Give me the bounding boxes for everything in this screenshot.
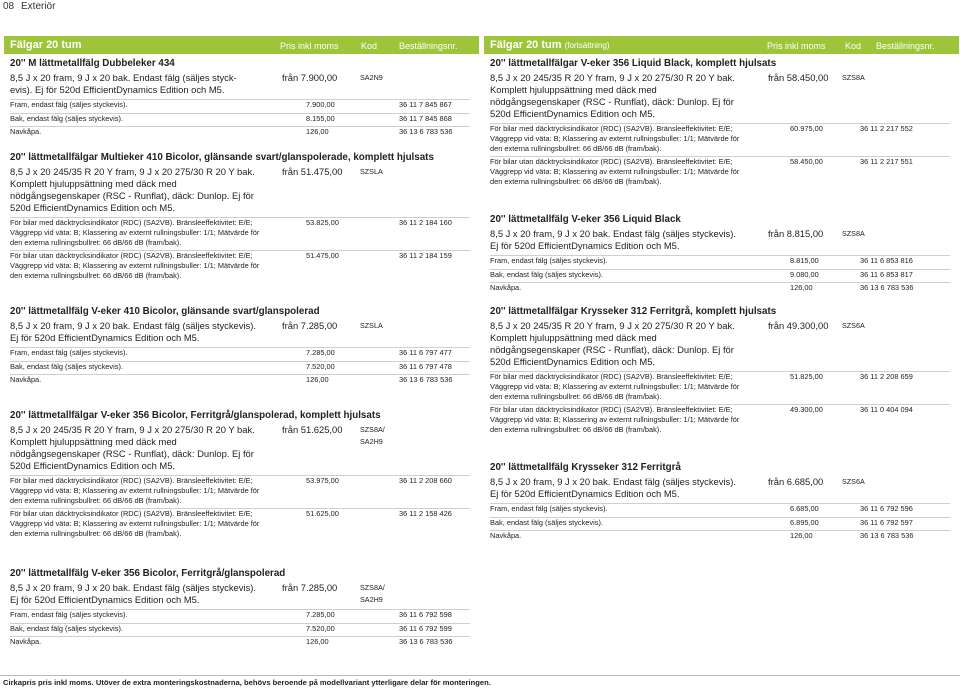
product-code: SZS8A [842, 73, 865, 82]
row-price: 126,00 [306, 127, 329, 136]
product-multieker-410-set [10, 152, 470, 283]
code-column-label: Kod [361, 41, 378, 51]
row-order: 36 13 6 783 536 [399, 375, 453, 384]
table-row [490, 530, 950, 544]
product-price: från 58.450,00 [768, 72, 829, 83]
table-row [10, 347, 470, 361]
row-price: 58.450,00 [790, 157, 823, 166]
row-order: 36 13 6 783 536 [860, 531, 914, 540]
code-line: SA2H9 [360, 437, 383, 446]
row-price: 126,00 [306, 375, 329, 384]
row-order: 36 11 6 797 477 [399, 348, 452, 357]
product-v-eker-356-bicolor [10, 568, 470, 650]
product-desc: 8,5 J x 20 fram, 9 J x 20 bak. Endast fälg (säljes styckevis). Ej för 520d EfficientDynamics Edition och M5. [490, 228, 736, 251]
product-title: 20'' lättmetallfälgar V-eker 356 Liquid Black, komplett hjulsats [490, 58, 777, 69]
row-price: 9.080,00 [790, 269, 819, 279]
row-price: 6.685,00 [790, 504, 819, 513]
row-label: Bak, endast fälg (säljes styckevis). [490, 517, 603, 527]
row-order: 36 11 2 217 551 [860, 157, 913, 166]
row-label: Navkåpa. [10, 637, 42, 646]
row-price: 53.825,00 [306, 218, 339, 227]
row-label: För bilar med däcktrycksindikator (RDC) (SA2VB). Bränsleeffektivitet: E/E; Väggrepp vid väta: B; Klassering av externt rullningsbuller: 1/1; Mätvärde för den externa rullningsbullret: 66 dB/66 dB (fram/bak). [490, 372, 740, 401]
product-desc: 8,5 J x 20 245/35 R 20 Y fram, 9 J x 20 275/30 R 20 Y bak. Komplett hjuluppsättning med däck med nödgångsegenskaper (RSC - Runflat), däck: Dunlop. Ej för 520d EfficientDynamics Edition och M5. [490, 72, 735, 119]
row-price: 8.815,00 [790, 256, 819, 265]
page-header [0, 0, 960, 16]
row-label: För bilar utan däcktrycksindikator (RDC) (SA2VB). Bränsleeffektivitet: E/E; Väggrepp vid väta: B; Klassering av externt rullningsbuller: 1/1; Mätvärde för den externa rullningsbullret: 66 dB/66 dB (fram/bak). [10, 251, 260, 280]
page-number: 08 [3, 1, 15, 12]
code-line: SZS8A/ [360, 425, 385, 434]
right-section-header [484, 36, 959, 54]
table-row [10, 508, 470, 541]
code-line: SA2H9 [360, 595, 383, 604]
product-main [10, 424, 470, 472]
row-price: 7.285,00 [306, 610, 335, 619]
left-column [4, 36, 479, 646]
row-order: 36 11 6 792 596 [860, 504, 913, 513]
table-row [10, 374, 470, 388]
row-order: 36 11 2 184 159 [399, 251, 452, 260]
header-title-suffix: (fortsättning) [564, 41, 610, 50]
table-row [10, 623, 470, 637]
product-v-eker-356-liquid-black [490, 214, 950, 296]
row-price: 53.975,00 [306, 476, 339, 485]
row-label: Fram, endast fälg (säljes styckevis). [10, 100, 128, 109]
product-title: 20'' lättmetallfälgar Krysseker 312 Ferritgrå, komplett hjulsats [490, 306, 777, 317]
table-row [10, 636, 470, 650]
row-price: 6.895,00 [790, 517, 819, 527]
product-desc: 8,5 J x 20 245/35 R 20 Y fram, 9 J x 20 275/30 R 20 Y bak. Komplett hjuluppsättning med däck med nödgångsegenskaper (RSC - Runflat), däck: Dunlop. Ej för 520d EfficientDynamics Edition och M5. [490, 320, 735, 367]
table-row [490, 255, 950, 269]
product-v-eker-356-liquid-black-set [490, 58, 950, 189]
row-order: 36 11 7 845 868 [399, 113, 452, 123]
table-row [10, 250, 470, 283]
row-price: 7.520,00 [306, 361, 335, 371]
row-label: Fram, endast fälg (säljes styckevis). [490, 504, 608, 513]
row-order: 36 11 6 792 598 [399, 610, 452, 619]
row-label: Bak, endast fälg (säljes styckevis). [10, 623, 123, 633]
row-order: 36 11 2 208 660 [399, 476, 452, 485]
row-order: 36 11 2 208 659 [860, 372, 913, 381]
row-label: För bilar utan däcktrycksindikator (RDC) (SA2VB). Bränsleeffektivitet: E/E; Väggrepp vid väta: B; Klassering av externt rullningsbuller: 1/1; Mätvärde för den externa rullningsbullret: 66 dB/66 dB (fram/bak). [490, 405, 740, 434]
right-header-title [490, 39, 610, 51]
table-row [10, 99, 470, 113]
product-price: från 7.285,00 [282, 582, 338, 593]
product-price: från 7.900,00 [282, 72, 338, 83]
product-code [360, 424, 385, 448]
row-order: 36 11 6 792 599 [399, 623, 452, 633]
row-order: 36 11 6 797 478 [399, 361, 452, 371]
product-price: från 7.285,00 [282, 320, 338, 331]
product-main [10, 166, 470, 214]
product-price: från 51.475,00 [282, 166, 343, 177]
price-column-label: Pris inkl moms [280, 41, 339, 51]
row-price: 126,00 [306, 637, 329, 646]
page-footer [0, 675, 960, 689]
row-order: 36 11 6 792 597 [860, 517, 913, 527]
row-price: 51.625,00 [306, 509, 339, 518]
row-label: Navkåpa. [10, 127, 42, 136]
page-title: Exteriör [21, 1, 56, 12]
row-order: 36 13 6 783 536 [399, 637, 453, 646]
code-line: SZS8A/ [360, 583, 385, 592]
row-order: 36 11 2 184 160 [399, 218, 452, 227]
product-title: 20'' lättmetallfälg V-eker 356 Liquid Black [490, 214, 681, 225]
product-code [360, 582, 385, 606]
row-price: 7.900,00 [306, 100, 335, 109]
product-main [490, 320, 950, 368]
row-order: 36 11 2 158 426 [399, 509, 452, 518]
table-row [10, 113, 470, 127]
product-title: 20'' lättmetallfälg Krysseker 312 Ferritgrå [490, 462, 681, 473]
product-price: från 6.685,00 [768, 476, 824, 487]
table-row [490, 282, 950, 296]
product-main [10, 320, 470, 344]
footer-note: Cirkapris pris inkl moms. Utöver de extra monteringskostnaderna, behövs beroende på modellvariant ytterligare delar för monteringen. [3, 678, 491, 687]
product-title: 20'' lättmetallfälgar V-eker 356 Bicolor, Ferritgrå/glanspolerad, komplett hjulsats [10, 410, 381, 421]
row-label: För bilar med däcktrycksindikator (RDC) (SA2VB). Bränsleeffektivitet: E/E; Väggrepp vid väta: B; Klassering av externt rullningsbuller: 1/1; Mätvärde för den externa rullningsbullret: 66 dB/66 dB (fram/bak). [10, 218, 260, 247]
product-desc: 8,5 J x 20 fram, 9 J x 20 bak. Endast fälg (säljes styckevis). Ej för 520d EfficientDynamics Edition och M5. [10, 582, 256, 605]
row-label: Bak, endast fälg (säljes styckevis). [10, 113, 123, 123]
order-column-label: Beställningsnr. [876, 41, 935, 51]
table-row [490, 503, 950, 517]
row-price: 60.975,00 [790, 124, 823, 133]
row-label: För bilar med däcktrycksindikator (RDC) (SA2VB). Bränsleeffektivitet: E/E; Väggrepp vid väta: B; Klassering av externt rullningsbuller: 1/1; Mätvärde för den externa rullningsbullret: 66 dB/66 dB (fram/bak). [490, 124, 740, 153]
product-krysseker-312 [490, 462, 950, 544]
product-desc: 8,5 J x 20 fram, 9 J x 20 bak. Endast fälg (säljes styck-evis). Ej för 520d EfficientDynamics Edition och M5. [10, 72, 237, 95]
product-code: SZSLA [360, 321, 383, 330]
row-label: För bilar utan däcktrycksindikator (RDC) (SA2VB). Bränsleeffektivitet: E/E; Väggrepp vid väta: B; Klassering av externt rullningsbuller: 1/1; Mätvärde för den externa rullningsbullret: 66 dB/66 dB (fram/bak). [10, 509, 260, 538]
product-title: 20'' M lättmetallfälg Dubbeleker 434 [10, 58, 175, 69]
product-code: SZSLA [360, 167, 383, 176]
table-row [490, 269, 950, 283]
table-row [10, 475, 470, 508]
product-desc: 8,5 J x 20 fram, 9 J x 20 bak. Endast fälg (säljes styckevis). Ej för 520d EfficientDynamics Edition och M5. [490, 476, 736, 499]
table-row [490, 123, 950, 156]
row-order: 36 13 6 783 536 [399, 127, 453, 136]
row-price: 7.520,00 [306, 623, 335, 633]
row-label: Bak, endast fälg (säljes styckevis). [490, 269, 603, 279]
product-main [490, 228, 950, 252]
row-label: Fram, endast fälg (säljes styckevis). [490, 256, 608, 265]
product-desc: 8,5 J x 20 245/35 R 20 Y fram, 9 J x 20 275/30 R 20 Y bak. Komplett hjuluppsättning med däck med nödgångsegenskaper (RSC - Runflat), däck: Dunlop. Ej för 520d EfficientDynamics Edition och M5. [10, 166, 255, 213]
product-title: 20'' lättmetallfälg V-eker 356 Bicolor, Ferritgrå/glanspolerad [10, 568, 286, 579]
product-desc: 8,5 J x 20 245/35 R 20 Y fram, 9 J x 20 275/30 R 20 Y bak. Komplett hjuluppsättning med däck med nödgångsegenskaper (RSC - Runflat), däck: Dunlop. Ej för 520d EfficientDynamics Edition och M5. [10, 424, 255, 471]
product-code: SZS8A [842, 229, 865, 238]
product-main [490, 72, 950, 120]
order-column-label: Beställningsnr. [399, 41, 458, 51]
price-column-label: Pris inkl moms [767, 41, 826, 51]
product-title: 20'' lättmetallfälgar Multieker 410 Bicolor, glänsande svart/glanspolerade, komplett hjulsats [10, 152, 434, 163]
table-row [490, 517, 950, 531]
row-order: 36 11 6 853 816 [860, 256, 913, 265]
table-row [490, 371, 950, 404]
row-order: 36 11 6 853 817 [860, 269, 913, 279]
product-price: från 49.300,00 [768, 320, 829, 331]
product-v-eker-410 [10, 306, 470, 388]
product-code: SZS6A [842, 321, 865, 330]
product-main [10, 582, 470, 606]
row-price: 126,00 [790, 283, 813, 292]
table-row [10, 217, 470, 250]
product-dubbeleker-434 [10, 58, 470, 140]
row-label: Navkåpa. [490, 531, 522, 540]
code-column-label: Kod [845, 41, 862, 51]
product-v-eker-356-bicolor-set [10, 410, 470, 541]
product-desc: 8,5 J x 20 fram, 9 J x 20 bak. Endast fälg (säljes styckevis). Ej för 520d EfficientDynamics Edition och M5. [10, 320, 256, 343]
product-title: 20'' lättmetallfälg V-eker 410 Bicolor, glänsande svart/glanspolerad [10, 306, 320, 317]
product-main [490, 476, 950, 500]
row-order: 36 11 2 217 552 [860, 124, 913, 133]
product-code: SA2N9 [360, 73, 383, 82]
row-price: 126,00 [790, 531, 813, 540]
row-label: Fram, endast fälg (säljes styckevis). [10, 610, 128, 619]
row-price: 51.475,00 [306, 251, 339, 260]
row-order: 36 11 7 845 867 [399, 100, 452, 109]
row-price: 49.300,00 [790, 405, 823, 414]
row-label: Navkåpa. [10, 375, 42, 384]
table-row [10, 361, 470, 375]
product-main [10, 72, 470, 96]
row-price: 8.155,00 [306, 113, 335, 123]
row-price: 51.825,00 [790, 372, 823, 381]
table-row [10, 126, 470, 140]
product-code: SZS6A [842, 477, 865, 486]
right-column [484, 36, 959, 540]
product-price: från 51.625,00 [282, 424, 343, 435]
header-title-text: Fälgar 20 tum [490, 39, 562, 51]
left-header-title: Fälgar 20 tum [10, 39, 82, 51]
table-row [490, 404, 950, 437]
row-order: 36 11 0 404 094 [860, 405, 913, 414]
table-row [10, 609, 470, 623]
product-krysseker-312-set [490, 306, 950, 437]
row-label: Bak, endast fälg (säljes styckevis). [10, 361, 123, 371]
table-row [490, 156, 950, 189]
row-label: För bilar med däcktrycksindikator (RDC) (SA2VB). Bränsleeffektivitet: E/E; Väggrepp vid väta: B; Klassering av externt rullningsbuller: 1/1; Mätvärde för den externa rullningsbullret: 66 dB/66 dB (fram/bak). [10, 476, 260, 505]
row-label: Navkåpa. [490, 283, 522, 292]
row-label: För bilar utan däcktrycksindikator (RDC) (SA2VB). Bränsleeffektivitet: E/E; Väggrepp vid väta: B; Klassering av externt rullningsbuller: 1/1; Mätvärde för den externa rullningsbullret: 66 dB/66 dB (fram/bak). [490, 157, 740, 186]
row-price: 7.285,00 [306, 348, 335, 357]
row-order: 36 13 6 783 536 [860, 283, 914, 292]
left-section-header [4, 36, 479, 54]
row-label: Fram, endast fälg (säljes styckevis). [10, 348, 128, 357]
product-price: från 8.815,00 [768, 228, 824, 239]
